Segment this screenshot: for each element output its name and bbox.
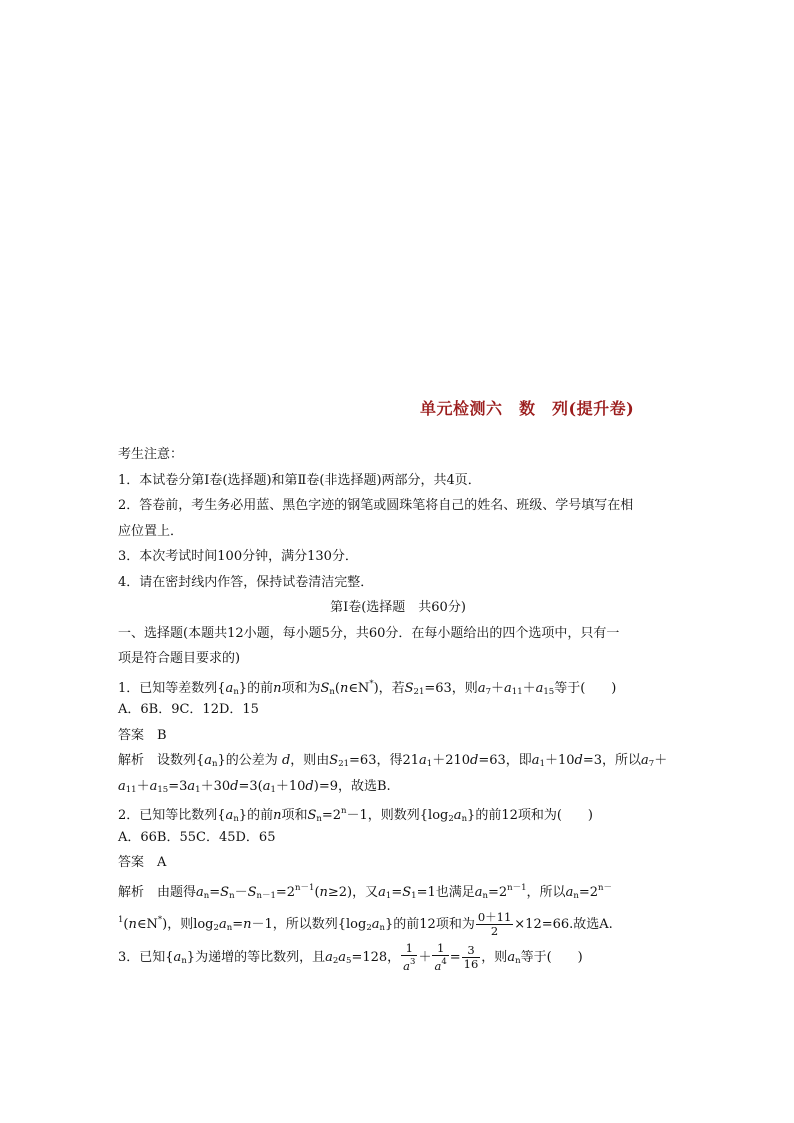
text: 解析 由题得 xyxy=(118,884,197,900)
subscript: 15 xyxy=(157,784,169,795)
var: d xyxy=(574,753,583,768)
text: = xyxy=(209,884,221,900)
var: S xyxy=(329,753,339,768)
question-2-explanation-line-1 xyxy=(118,876,678,902)
notice-heading: 考生注意： xyxy=(118,447,184,462)
question-1-answer: 答案 B xyxy=(118,727,167,743)
text: ＋ xyxy=(654,753,668,768)
var: a xyxy=(325,950,333,965)
superscript: n－1 xyxy=(295,882,315,893)
subscript: n xyxy=(316,814,322,824)
text: = xyxy=(449,950,461,965)
var: a xyxy=(403,959,411,973)
text: =2 xyxy=(578,884,598,900)
text: ＋30 xyxy=(200,778,231,794)
var: a xyxy=(474,884,483,900)
text: =1也满足 xyxy=(416,884,475,900)
document-body xyxy=(118,442,678,977)
var: a xyxy=(218,917,227,932)
text: =63，即 xyxy=(478,753,532,768)
fraction-numerator: 1 xyxy=(401,942,417,956)
var: a xyxy=(453,808,462,823)
text: ∈N xyxy=(136,917,158,932)
text: 解析 设数列{ xyxy=(118,753,205,768)
text: ，所以 xyxy=(526,884,566,900)
text: =2 xyxy=(275,884,296,900)
superscript: * xyxy=(157,915,163,925)
text: }的前 xyxy=(238,680,274,696)
subscript: 1 xyxy=(411,890,417,901)
var: a xyxy=(225,680,234,696)
subscript: n xyxy=(379,923,385,933)
text: }的前12项和为 xyxy=(385,917,475,932)
superscript: * xyxy=(369,678,374,689)
subscript: n xyxy=(226,923,233,933)
text: － xyxy=(234,884,248,900)
fraction-numerator: 0＋11 xyxy=(477,910,512,924)
question-1-stem xyxy=(118,672,678,698)
var: n xyxy=(273,680,282,696)
subscript: 11 xyxy=(511,686,523,697)
text: －1，则数列{log xyxy=(346,808,449,823)
text: ＋210 xyxy=(432,753,471,768)
var: n xyxy=(243,917,252,932)
fraction xyxy=(401,942,417,973)
question-2-explanation-line-2 xyxy=(118,901,678,939)
var: a xyxy=(419,753,427,768)
var: S xyxy=(404,680,414,696)
subscript: 1 xyxy=(270,784,276,795)
superscript: n－ xyxy=(597,882,612,893)
var: a xyxy=(187,778,196,794)
text: ，则 xyxy=(481,950,508,965)
subscript: 21 xyxy=(338,759,350,769)
text: =128， xyxy=(351,950,401,965)
var: a xyxy=(507,950,516,965)
subscript: 1 xyxy=(195,784,201,795)
text: = xyxy=(232,917,244,932)
var: S xyxy=(220,884,230,900)
question-2-answer: 答案 A xyxy=(118,855,167,870)
text: ＋ xyxy=(418,950,432,965)
subscript: n xyxy=(573,890,579,901)
text: =63，得21 xyxy=(349,753,420,768)
text: =2 xyxy=(487,884,508,900)
superscript: 1 xyxy=(118,915,124,925)
text: －1，所以数列{log xyxy=(251,917,367,932)
text: ( xyxy=(334,680,340,696)
subscript: 5 xyxy=(346,956,352,966)
subscript: 2 xyxy=(332,956,339,966)
subscript: 1 xyxy=(539,759,545,769)
subscript: 15 xyxy=(543,686,555,697)
subscript: 2 xyxy=(366,923,372,933)
fraction-numerator: 3 xyxy=(462,944,481,958)
text: )=9，故选B. xyxy=(313,778,391,794)
subscript: n xyxy=(461,814,468,824)
fraction-denominator: 16 xyxy=(463,957,479,971)
part-intro-line-2: 项是符合题目要求的) xyxy=(118,651,241,666)
part-intro-line-1: 一、选择题(本题共12小题，每小题5分，共60分．在每小题给出的四个选项中，只有一 xyxy=(118,625,620,641)
text: ＋10 xyxy=(275,778,306,794)
subscript: n xyxy=(203,890,210,901)
text: 3．已知{ xyxy=(118,950,174,965)
subscript: 7 xyxy=(648,759,655,769)
subscript: n xyxy=(515,956,521,966)
var: S xyxy=(402,884,412,900)
fraction-denominator xyxy=(432,956,448,973)
var: a xyxy=(173,950,182,965)
subscript: 1 xyxy=(385,890,392,901)
var: d xyxy=(305,778,314,794)
superscript: 3 xyxy=(410,957,416,967)
text: 1．已知等差数列{ xyxy=(118,680,226,696)
text: ＋ xyxy=(136,778,150,794)
var: a xyxy=(477,680,486,696)
var: n xyxy=(128,917,137,932)
var: S xyxy=(307,808,317,823)
var: a xyxy=(434,959,442,973)
subscript: n xyxy=(233,686,239,697)
subscript: n xyxy=(229,890,235,901)
notice-item-2-line-1: 2．答卷前，考生务必用蓝、黑色字迹的钢笔或圆珠笔将自己的姓名、班级、学号填写在相 xyxy=(118,498,634,513)
question-1-explanation-line-1 xyxy=(118,748,678,774)
var: n xyxy=(319,884,328,900)
var: a xyxy=(118,778,126,794)
subscript: 7 xyxy=(485,686,491,697)
subscript: n－1 xyxy=(256,890,276,901)
var: a xyxy=(225,808,234,823)
subscript: n xyxy=(329,686,335,697)
var: a xyxy=(531,753,540,768)
subscript: 1 xyxy=(426,759,433,769)
var: a xyxy=(371,917,380,932)
question-3-stem xyxy=(118,939,678,977)
text: =2 xyxy=(321,808,342,823)
var: a xyxy=(338,950,347,965)
question-1-explanation-line-2 xyxy=(118,774,678,800)
var: S xyxy=(247,884,257,900)
text: =3 xyxy=(168,778,188,794)
subscript: n xyxy=(482,890,488,901)
fraction-denominator: 2 xyxy=(490,924,499,938)
text: =3( xyxy=(238,778,263,794)
superscript: n xyxy=(341,806,347,816)
var: a xyxy=(378,884,386,900)
document-title: 单元检测六 数 列(提升卷) xyxy=(420,399,635,418)
subscript: 2 xyxy=(448,814,454,824)
var: a xyxy=(204,753,213,768)
question-1-options: A．6B．9C．12D．15 xyxy=(118,702,259,717)
var: n xyxy=(339,680,349,696)
text: 项和 xyxy=(281,808,308,823)
var: a xyxy=(565,884,574,900)
notice-item-3: 3．本次考试时间100分钟，满分130分． xyxy=(118,549,358,564)
fraction-numerator: 1 xyxy=(432,942,448,956)
text: ×12=66.故选A. xyxy=(514,917,613,932)
var: a xyxy=(504,680,512,696)
text: 2．已知等比数列{ xyxy=(118,808,226,823)
fraction xyxy=(462,944,481,971)
fraction xyxy=(432,942,448,973)
subscript: 11 xyxy=(125,784,137,795)
subscript: 2 xyxy=(213,923,219,933)
subscript: 21 xyxy=(413,686,425,697)
text: ，则由 xyxy=(290,753,330,768)
notice-item-2-line-2: 应位置上． xyxy=(118,523,184,539)
text: ∈N xyxy=(348,680,370,696)
notice-item-1: 1．本试卷分第Ⅰ卷(选择题)和第Ⅱ卷(非选择题)两部分，共4页． xyxy=(118,472,481,488)
text: 等于( ) xyxy=(520,950,583,965)
fraction-denominator xyxy=(401,956,417,973)
text: ( xyxy=(314,884,320,900)
var: d xyxy=(470,753,479,768)
text: 等于( ) xyxy=(554,680,617,696)
var: n xyxy=(273,808,282,823)
question-2-options: A．66B．55C．45D．65 xyxy=(118,829,276,845)
notice-item-4: 4．请在密封线内作答，保持试卷清洁完整． xyxy=(118,574,374,590)
text: )，则log xyxy=(162,917,214,932)
text: ＋ xyxy=(491,680,505,696)
var: S xyxy=(320,680,330,696)
fraction xyxy=(476,911,513,938)
text: ( xyxy=(123,917,129,932)
subscript: n xyxy=(212,759,218,769)
text: =63，则 xyxy=(424,680,478,696)
text: }为递增的等比数列，且 xyxy=(186,950,326,965)
subscript: n xyxy=(181,956,187,966)
text: =3，所以 xyxy=(582,753,642,768)
var: d xyxy=(281,753,291,768)
text: = xyxy=(391,884,403,900)
var: a xyxy=(149,778,158,794)
var: a xyxy=(535,680,544,696)
var: d xyxy=(230,778,239,794)
var: a xyxy=(262,778,271,794)
question-2-stem xyxy=(118,799,678,825)
text: ＋ xyxy=(522,680,536,696)
text: 项和为 xyxy=(281,680,321,696)
text: )，若 xyxy=(373,680,405,696)
var: a xyxy=(641,753,649,768)
var: a xyxy=(196,884,204,900)
text: }的前12项和为( ) xyxy=(467,808,594,823)
superscript: n－1 xyxy=(507,882,527,893)
text: }的前 xyxy=(238,808,274,823)
subscript: n xyxy=(233,814,239,824)
text: ≥2)，又 xyxy=(327,884,379,900)
superscript: 4 xyxy=(441,957,447,967)
section-title: 第Ⅰ卷(选择题 共60分) xyxy=(330,600,466,615)
text: }的公差为 xyxy=(217,753,278,768)
text: ＋10 xyxy=(544,753,575,768)
